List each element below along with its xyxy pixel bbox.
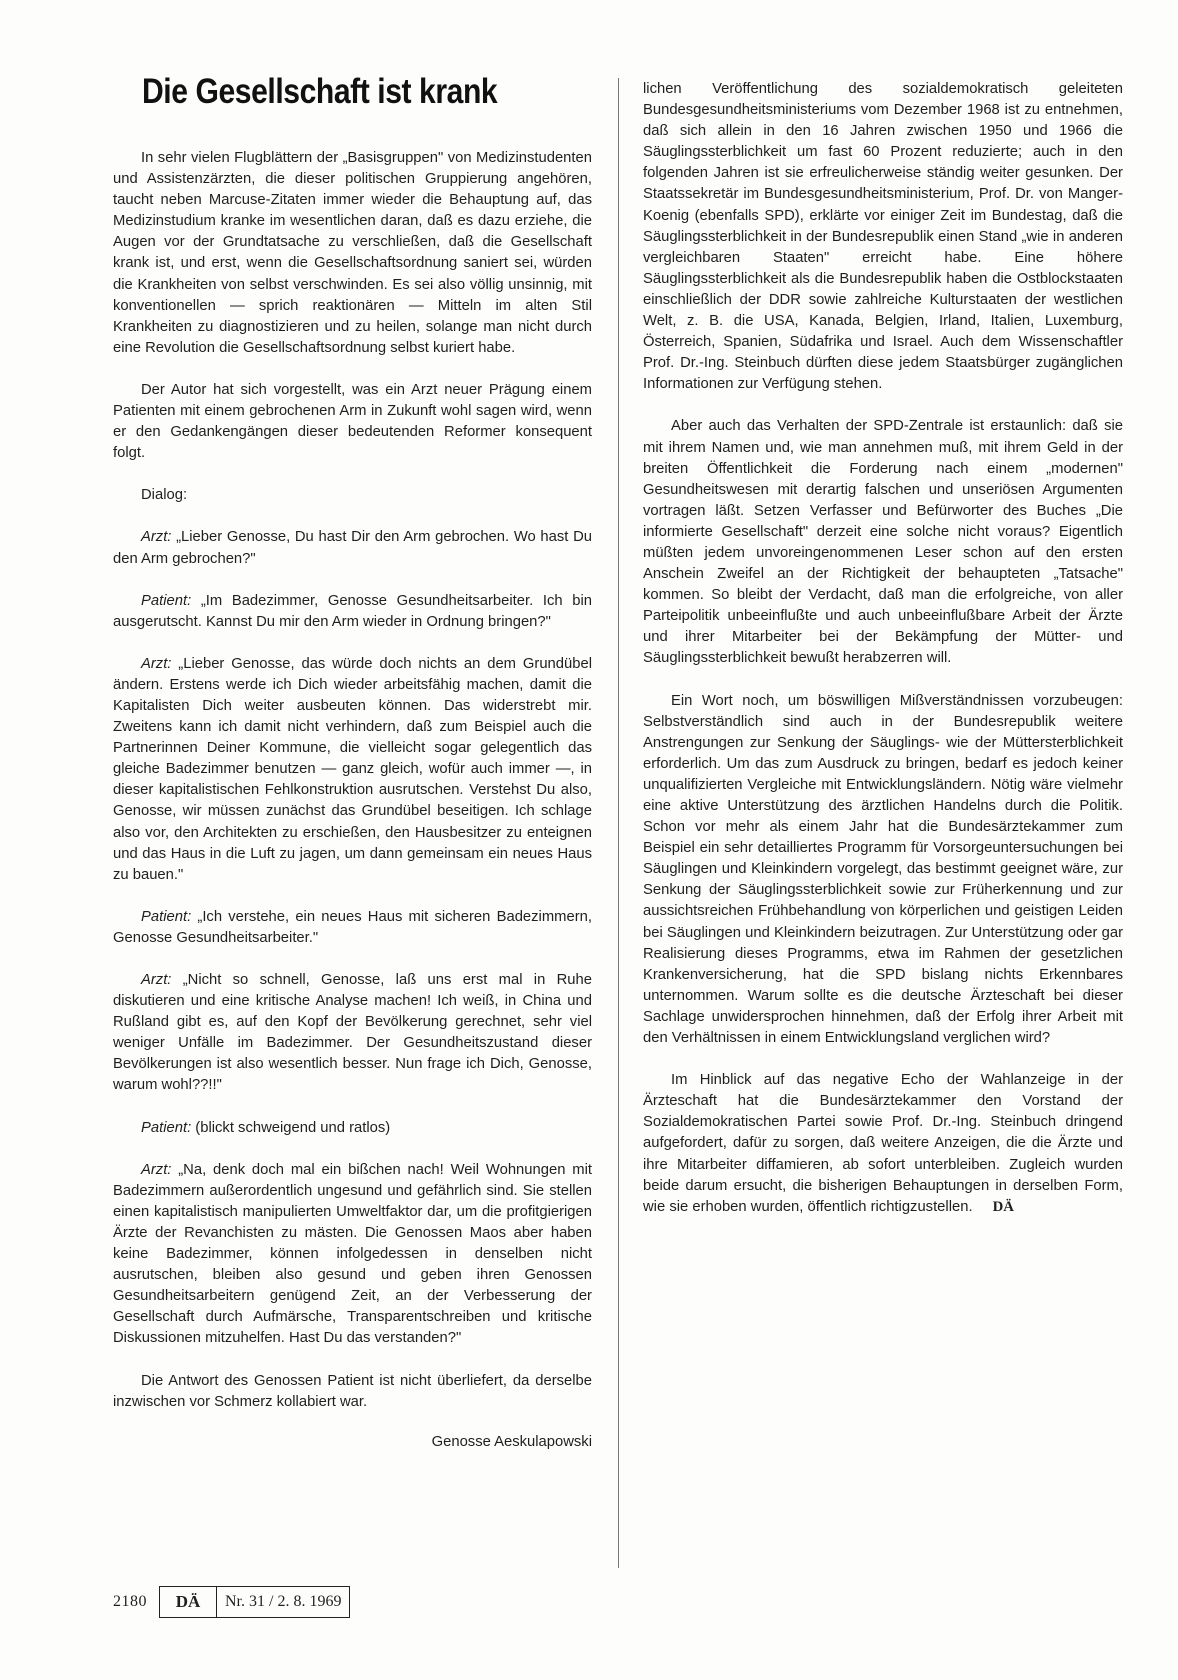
speaker-label: Patient: [141,592,192,609]
dialog-line-5 [113,970,592,1097]
right-column [643,79,1123,1239]
intro-paragraph-1: In sehr vielen Flugblättern der „Basisgruppen" von Medizinstudenten und Assistenzärzten, die dieser politischen Gruppierung angehören, taucht neben Marcuse-Zitaten immer wieder die Behauptung auf, das Medizinstudium kranke im wesentlichen daran, daß es dazu erziehe, die Augen vor der Grundtatsache zu verschließen, daß die Gesellschaft krank ist, und erst, wenn die Gesellschaftsordnung saniert sei, würden die Krankheiten von selbst verschwinden. Es sei also völlig unsinnig, mit konventionellen — sprich reaktionären — Mitteln im alten Stil Krankheiten zu diagnostizieren und zu heilen, solange man nicht durch eine Revolution die Gesellschaftsordnung selbst kuriert habe. [113,150,592,356]
journal-logo: DÄ [160,1587,217,1617]
dialog-line-7 [113,1160,592,1350]
dialog-text: „Im Badezimmer, Genosse Gesundheitsarbeiter. Ich bin ausgerutscht. Kannst Du mir den Arm wieder in Ordnung bringen?" [113,592,592,630]
page-number: 2180 [113,1593,147,1610]
author-signature: Genosse Aeskulapowski [431,1433,592,1450]
speaker-label: Arzt: [141,972,172,988]
speaker-label: Arzt: [141,655,172,672]
right-paragraph-3: Ein Wort noch, um böswilligen Mißverständnissen vorzubeugen: Selbstverständlich sind auch in der Bundesrepublik weitere Anstrengungen zur Senkung der Säuglings- wie der Müttersterblichkeit erforderlich. Um das zum Ausdruck zu bringen, bedarf es jedoch keiner unqualifizierten Vergleiche mit Entwicklungsländern. Nötig wäre vielmehr eine aktive Unterstützung des ärztlichen Handelns durch die Politik. Schon vor mehr als einem Jahr hat die Bundesärztekammer zum Beispiel ein sehr detailliertes Programm für Vorsorgeuntersuchungen bei Säuglingen und Kleinkindern vorgelegt, das bestimmt geeignet wäre, zur Senkung der Säuglingssterblichkeit sowie zur Früherkennung und zur aussichtsreichen Frühbehandlung von körperlichen und geistigen Leiden bei Säuglingen und Kleinkindern beizutragen. Zur Unterstützung oder gar Realisierung dieses Programms, etwa im Rahmen der gesetzlichen Krankenversicherung, hat die SPD bislang nichts Erkennbares unternommen. Warum sollte es die deutsche Ärzteschaft bei dieser Sachlage unwidersprochen hinnehmen, daß der Erfolg ihrer Arbeit mit den Verhältnissen in einem Entwicklungsland verglichen wird? [643,692,1123,1047]
dialog-line-2 [113,591,592,633]
closing-text: Im Hinblick auf das negative Echo der Wahlanzeige in der Ärzteschaft hat die Bundesärztekammer den Vorstand der Sozialdemokratischen Partei sowie Prof. Dr.-Ing. Steinbuch dringend aufgefordert, dafür zu sorgen, daß weitere Anzeigen, die die Ärzte und ihre Mitarbeiter diffamieren, ab sofort unterbleiben. Zugleich wurden beide darum ersucht, die bisherigen Behauptungen in derselben Form, wie sie erhoben wurden, öffentlich richtigzustellen. [643,1072,1123,1215]
outro-paragraph: Die Antwort des Genossen Patient ist nicht überliefert, da derselbe inzwischen vor Schmerz kollabiert war. [113,1372,592,1410]
end-mark: DÄ [992,1198,1014,1215]
issue-label: Nr. 31 / 2. 8. 1969 [225,1593,342,1610]
right-paragraph-1: lichen Veröffentlichung des sozialdemokratisch geleiteten Bundesgesundheitsministeriums vom Dezember 1968 ist zu entnehmen, daß sich allein in den 16 Jahren zwischen 1950 und 1966 die Säuglingssterblichkeit um fast 60 Prozent reduzierte; auch in den folgenden Jahren ist sie erfreulicherweise ständig weiter gesunken. Der Staatssekretär im Bundesgesundheitsministerium, Prof. Dr. von Manger-Koenig (ebenfalls SPD), erklärte vor einiger Zeit im Bundestag, daß die Säuglingssterblichkeit in der Bundesrepublik einen Stand „wie in anderen vergleichbaren Staaten" erreicht habe. Eine höhere Säuglingssterblichkeit als die Bundesrepublik haben die Ostblockstaaten einschließlich der DDR sowie zahlreiche Kulturstaaten der westlichen Welt, z. B. die USA, Kanada, Belgien, Irland, Italien, Luxemburg, Österreich, Spanien, Südafrika und Israel. Auch dem Wissenschaftler Prof. Dr.-Ing. Steinbuch dürften diese jedem Staatsbürger zugänglichen Informationen zur Verfügung stehen. [643,81,1123,393]
dialog-text: „Lieber Genosse, das würde doch nichts an dem Grundübel ändern. Erstens werde ich Dich wieder arbeitsfähig machen, damit die Kapitalisten Dich weiter ausbeuten können. Das widerstrebt mir. Zweitens kann ich damit nicht verhindern, daß zum Beispiel auch die Partnerinnen Deiner Kommune, die vielleicht sogar gelegentlich das gleiche Badezimmer benutzen — ganz gleich, wofür auch immer —, in dieser kapitalistischen Fehlkonstruktion ausrutschen. Verstehst Du also, Genosse, wir müssen zunächst das Grundübel beseitigen. Ich schlage also vor, den Architekten zu erschießen, den Hausbesitzer zu enteignen und das Haus in die Luft zu jagen, um dann gemeinsam ein neues Haus zu bauen." [113,655,592,883]
page-footer [113,1586,350,1618]
dialog-text: (blickt schweigend und ratlos) [191,1119,391,1136]
dialog-line-6 [113,1118,592,1139]
dialog-text: „Lieber Genosse, Du hast Dir den Arm gebrochen. Wo hast Du den Arm gebrochen?" [113,529,592,567]
dialog-line-3 [113,654,592,886]
article-title: Die Gesellschaft ist krank [142,72,498,111]
dialog-text: „Ich verstehe, ein neues Haus mit sicheren Badezimmern, Genosse Gesundheitsarbeiter." [113,908,592,946]
speaker-label: Patient: [141,908,192,925]
issue-box [159,1586,350,1618]
intro-paragraph-2: Der Autor hat sich vorgestellt, was ein Arzt neuer Prägung einem Patienten mit einem gebrochenen Arm in Zukunft wohl sagen wird, wenn er den Gedankengängen dieser bedeutenden Reformer konsequent folgt. [113,381,592,462]
dialog-line-1 [113,527,592,569]
dialog-line-4 [113,907,592,949]
dialog-text: „Nicht so schnell, Genosse, laß uns erst mal in Ruhe diskutieren und eine kritische Analyse machen! Ich weiß, in China und Rußland gibt es, auf den Kopf der Bevölkerung gerechnet, sehr viel weniger Unfälle im Badezimmer. Der Gesundheitszustand dieser Bevölkerungen ist also wesentlich besser. Nun frage ich Dich, Genosse, warum wohl??!!" [113,972,592,1094]
dialog-text: „Na, denk doch mal ein bißchen nach! Weil Wohnungen mit Badezimmern außerordentlich ungesund und gefährlich sind. Sie stellen einen kapitalistisch manipulierten Umweltfaktor dar, um die profitgierigen Ärzte der Revanchisten zu mästen. Die Genossen Maos aber haben keine Badezimmer, können infolgedessen in denselben nicht ausrutschen, bleiben also gesund und geben ihren Genossen Gesundheitsarbeitern genügend Zeit, an der Verbesserung der Gesellschaft durch Aufmärsche, Transparentschreiben und kritische Diskussionen mitzuhelfen. Hast Du das verstanden?" [113,1161,592,1347]
dialog-label: Dialog: [141,487,188,504]
speaker-label: Arzt: [141,1161,172,1178]
left-column [113,148,592,1453]
right-paragraph-2: Aber auch das Verhalten der SPD-Zentrale ist erstaunlich: daß sie mit ihrem Namen und, wie man annehmen muß, mit ihrem Geld in der breiten Öffentlichkeit die Forderung nach einem „modernen" Gesundheitswesen mit derartig falschen und unseriösen Argumenten vortragen läßt. Setzen Verfasser und Befürworter des Buches „Die informierte Gesellschaft" derzeit eine solche nicht voraus? Eigentlich müßten jedem unvoreingenommenen Leser schon auf den ersten Anschein Zweifel an der Richtigkeit der behaupteten „Tatsache" kommen. So bleibt der Verdacht, daß man die erfolgreiche, von aller Parteipolitik unbeeinflußte und auch unbeeinflußbare Arbeit der Ärzte und ihrer Mitarbeiter bei der Bekämpfung der Mütter- und Säuglingssterblichkeit bewußt herabzerren will. [643,418,1123,667]
speaker-label: Patient: [141,1119,192,1136]
right-paragraph-4 [643,1070,1123,1218]
column-divider [618,78,619,1568]
speaker-label: Arzt: [141,529,172,546]
